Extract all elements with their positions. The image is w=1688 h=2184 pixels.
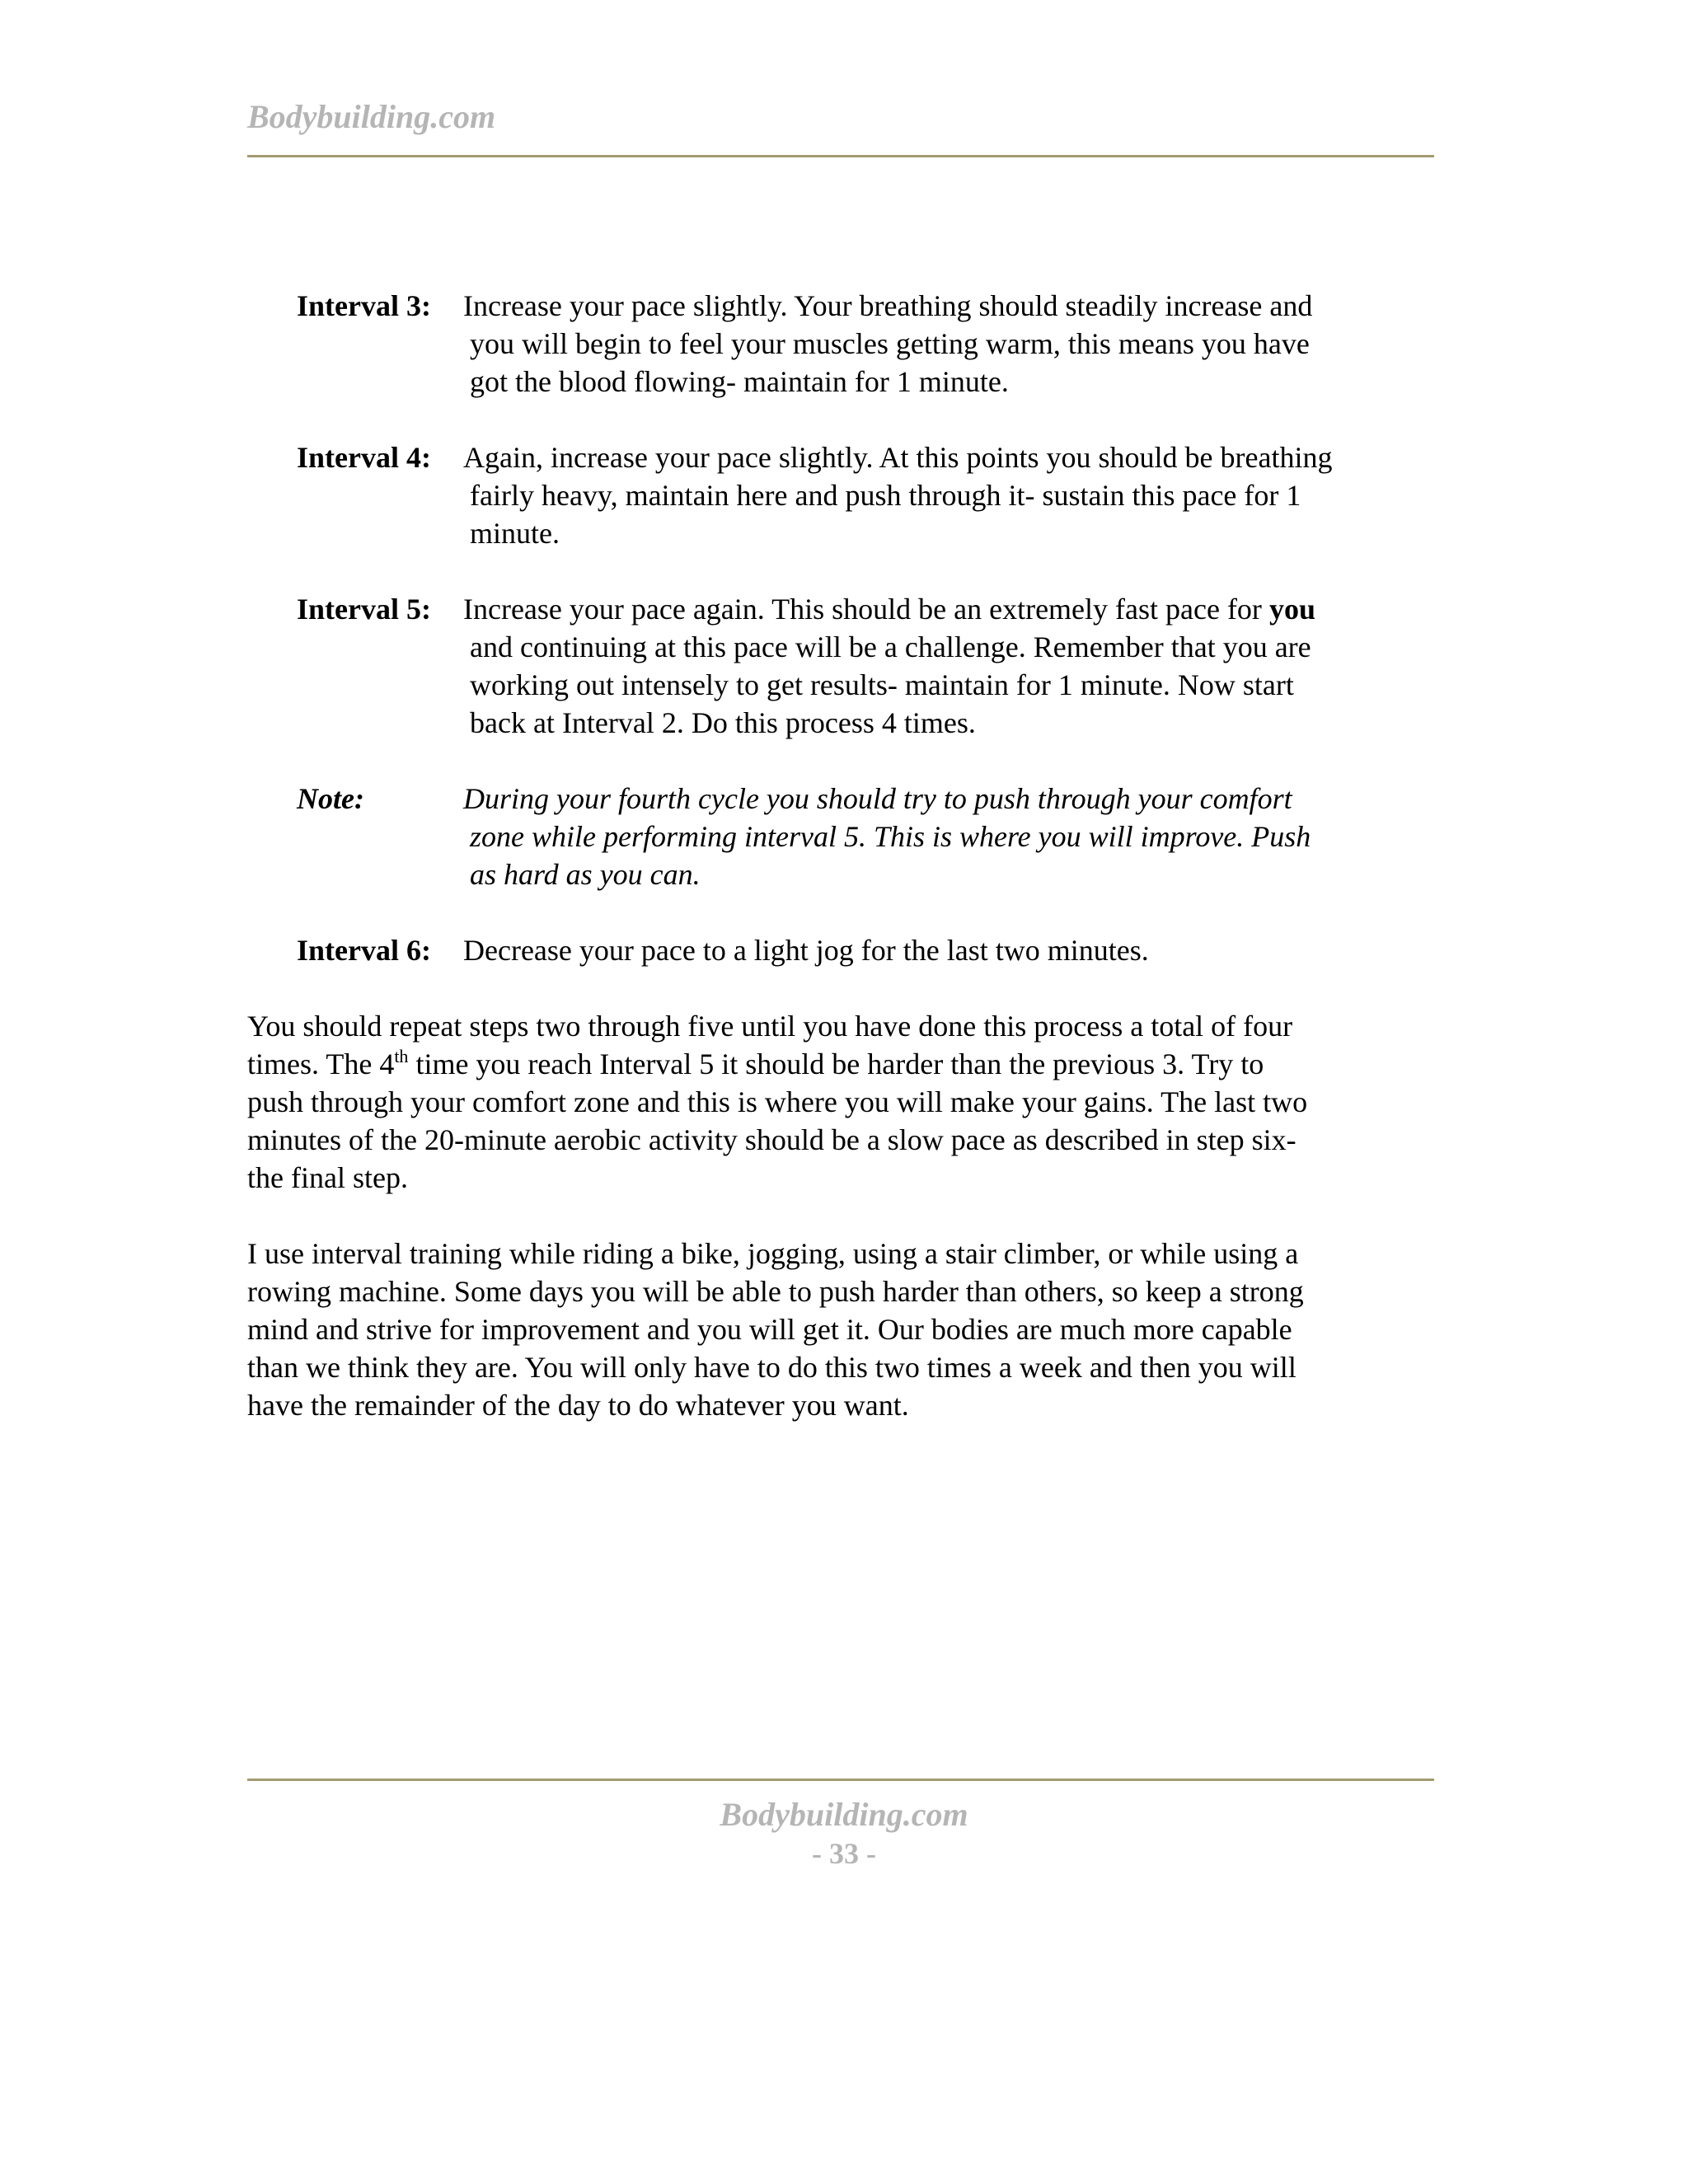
paragraph-line: You should repeat steps two through five until you have done this process a total of four [247, 1010, 1293, 1043]
interval-text-line: minute. [470, 517, 560, 550]
interval-text-line: Decrease your pace to a light jog for the last two minutes. [463, 934, 1149, 967]
paragraph-line [247, 1045, 1441, 1083]
paragraph-line: the final step. [247, 1161, 408, 1194]
interval-5 [297, 590, 1441, 742]
paragraph-line: rowing machine. Some days you will be able to push harder than others, so keep a strong [247, 1275, 1304, 1308]
paragraph-line: than we think they are. You will only have to do this two times a week and then you will [247, 1351, 1296, 1384]
interval-3 [297, 287, 1441, 401]
interval-text-line: working out intensely to get results- maintain for 1 minute. Now start [470, 668, 1294, 701]
note-text-line: as hard as you can. [470, 858, 701, 891]
interval-text-line: Increase your pace slightly. Your breathing should steadily increase and [463, 289, 1313, 322]
page-content [247, 287, 1441, 1462]
paragraph-repeat-steps [247, 1007, 1441, 1197]
interval-text-line: Again, increase your pace slightly. At this points you should be breathing [463, 441, 1333, 474]
paragraph-line: minutes of the 20-minute aerobic activity should be a slow pace as described in step six- [247, 1123, 1296, 1156]
interval-text-line: fairly heavy, maintain here and push through it- sustain this pace for 1 [470, 479, 1301, 512]
interval-label: Interval 5: [297, 593, 431, 626]
paragraph-line: I use interval training while riding a bike, jogging, using a stair climber, or while using a [247, 1237, 1299, 1270]
paragraph-interval-training [247, 1235, 1441, 1424]
interval-text-line: got the blood flowing- maintain for 1 minute. [470, 365, 1009, 398]
paragraph-line: push through your comfort zone and this is where you will make your gains. The last two [247, 1085, 1308, 1118]
paragraph-segment: times. The 4 [247, 1047, 395, 1080]
paragraph-line: have the remainder of the day to do whatever you want. [247, 1389, 909, 1422]
note [297, 780, 1441, 893]
paragraph-line: mind and strive for improvement and you will get it. Our bodies are much more capable [247, 1313, 1292, 1346]
header-brand: Bodybuilding.com [247, 98, 496, 135]
interval-4 [297, 438, 1441, 552]
interval-text-line: back at Interval 2. Do this process 4 times. [470, 706, 976, 739]
interval-label: Interval 3: [297, 289, 431, 322]
page-number: - 33 - [812, 1837, 876, 1870]
interval-6 [297, 931, 1441, 969]
interval-text-line: you will begin to feel your muscles getting warm, this means you have [470, 327, 1310, 360]
interval-text-line: and continuing at this pace will be a challenge. Remember that you are [470, 630, 1311, 663]
footer-rule [247, 1779, 1434, 1781]
ordinal-superscript: th [394, 1046, 409, 1066]
note-text-line: During your fourth cycle you should try to push through your comfort [463, 782, 1292, 815]
paragraph-segment: time you reach Interval 5 it should be harder than the previous 3. Try to [408, 1047, 1264, 1080]
interval-text-line [463, 590, 1441, 628]
interval-label: Interval 6: [297, 934, 431, 967]
interval-text-segment: Increase your pace again. This should be an extremely fast pace for [463, 593, 1269, 626]
emphasis-text: you [1268, 593, 1315, 626]
footer-brand: Bodybuilding.com [720, 1796, 968, 1833]
note-label: Note: [297, 782, 364, 815]
interval-label: Interval 4: [297, 441, 431, 474]
header-rule [247, 155, 1434, 157]
note-text-line: zone while performing interval 5. This is where you will improve. Push [470, 820, 1311, 853]
